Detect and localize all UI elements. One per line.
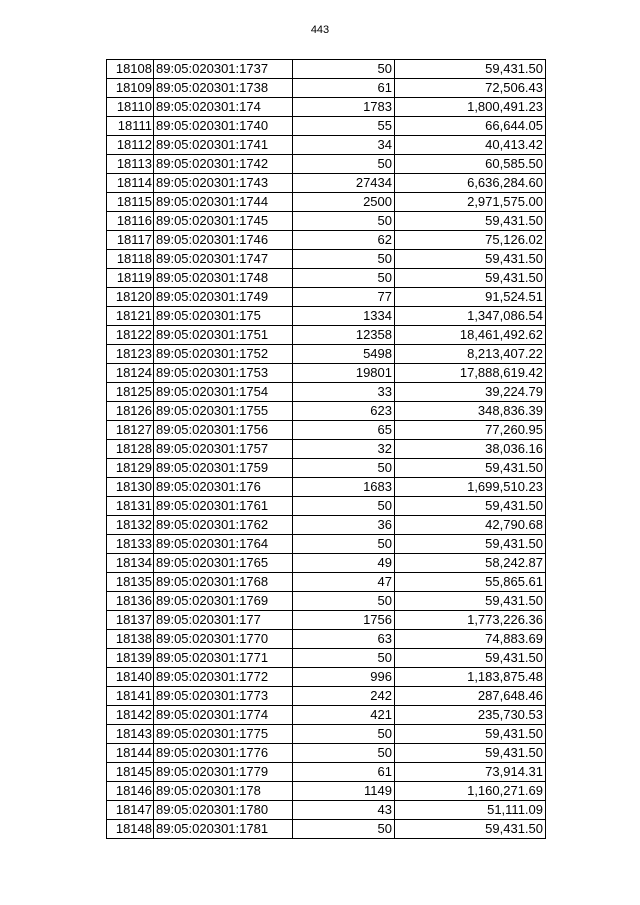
table-row [107, 212, 546, 231]
table-row [107, 668, 546, 687]
table-row [107, 250, 546, 269]
cell-row-id: 18125 [107, 383, 154, 402]
cell-area: 50 [293, 497, 395, 516]
cell-value: 40,413.42 [395, 136, 546, 155]
cell-area: 1334 [293, 307, 395, 326]
cell-area: 34 [293, 136, 395, 155]
cell-cadastral-code: 89:05:020301:1749 [154, 288, 293, 307]
cell-area: 421 [293, 706, 395, 725]
cell-area: 50 [293, 269, 395, 288]
cell-cadastral-code: 89:05:020301:1780 [154, 801, 293, 820]
table-row [107, 98, 546, 117]
cell-area: 2500 [293, 193, 395, 212]
cell-area: 50 [293, 744, 395, 763]
cell-area: 49 [293, 554, 395, 573]
cell-area: 1756 [293, 611, 395, 630]
cell-area: 43 [293, 801, 395, 820]
cell-value: 58,242.87 [395, 554, 546, 573]
cell-value: 60,585.50 [395, 155, 546, 174]
cell-cadastral-code: 89:05:020301:1771 [154, 649, 293, 668]
cell-value: 8,213,407.22 [395, 345, 546, 364]
cell-cadastral-code: 89:05:020301:1743 [154, 174, 293, 193]
cell-cadastral-code: 89:05:020301:1772 [154, 668, 293, 687]
cell-area: 19801 [293, 364, 395, 383]
cell-value: 1,699,510.23 [395, 478, 546, 497]
cell-area: 1683 [293, 478, 395, 497]
cell-row-id: 18113 [107, 155, 154, 174]
cell-area: 50 [293, 725, 395, 744]
cell-row-id: 18127 [107, 421, 154, 440]
cell-value: 6,636,284.60 [395, 174, 546, 193]
cell-row-id: 18119 [107, 269, 154, 288]
cell-value: 42,790.68 [395, 516, 546, 535]
table-row [107, 307, 546, 326]
cell-cadastral-code: 89:05:020301:1747 [154, 250, 293, 269]
cell-cadastral-code: 89:05:020301:1764 [154, 535, 293, 554]
cell-area: 12358 [293, 326, 395, 345]
table-row [107, 60, 546, 79]
cell-row-id: 18117 [107, 231, 154, 250]
cell-area: 50 [293, 459, 395, 478]
table-row [107, 421, 546, 440]
cell-value: 75,126.02 [395, 231, 546, 250]
table-row [107, 345, 546, 364]
cell-cadastral-code: 89:05:020301:1774 [154, 706, 293, 725]
cell-cadastral-code: 89:05:020301:175 [154, 307, 293, 326]
cell-row-id: 18129 [107, 459, 154, 478]
cell-row-id: 18141 [107, 687, 154, 706]
cell-value: 17,888,619.42 [395, 364, 546, 383]
cell-value: 59,431.50 [395, 60, 546, 79]
cell-row-id: 18124 [107, 364, 154, 383]
cell-row-id: 18133 [107, 535, 154, 554]
table-row [107, 193, 546, 212]
cell-cadastral-code: 89:05:020301:1779 [154, 763, 293, 782]
cell-cadastral-code: 89:05:020301:1751 [154, 326, 293, 345]
cell-cadastral-code: 89:05:020301:178 [154, 782, 293, 801]
table-row [107, 326, 546, 345]
cell-row-id: 18122 [107, 326, 154, 345]
cell-area: 47 [293, 573, 395, 592]
table-row [107, 611, 546, 630]
cell-row-id: 18148 [107, 820, 154, 839]
cell-value: 59,431.50 [395, 269, 546, 288]
cell-cadastral-code: 89:05:020301:1755 [154, 402, 293, 421]
cell-cadastral-code: 89:05:020301:1773 [154, 687, 293, 706]
cell-cadastral-code: 89:05:020301:1738 [154, 79, 293, 98]
cell-cadastral-code: 89:05:020301:1776 [154, 744, 293, 763]
table-row [107, 79, 546, 98]
cell-value: 59,431.50 [395, 744, 546, 763]
table-row [107, 478, 546, 497]
cell-area: 996 [293, 668, 395, 687]
table-row [107, 155, 546, 174]
cell-value: 59,431.50 [395, 535, 546, 554]
cell-cadastral-code: 89:05:020301:174 [154, 98, 293, 117]
cell-area: 61 [293, 763, 395, 782]
cell-area: 32 [293, 440, 395, 459]
cell-area: 33 [293, 383, 395, 402]
cell-cadastral-code: 89:05:020301:1770 [154, 630, 293, 649]
table-row [107, 573, 546, 592]
cell-row-id: 18114 [107, 174, 154, 193]
cell-value: 51,111.09 [395, 801, 546, 820]
cell-row-id: 18112 [107, 136, 154, 155]
cell-row-id: 18126 [107, 402, 154, 421]
cell-row-id: 18135 [107, 573, 154, 592]
cell-cadastral-code: 89:05:020301:1757 [154, 440, 293, 459]
cell-row-id: 18116 [107, 212, 154, 231]
cell-value: 2,971,575.00 [395, 193, 546, 212]
cell-cadastral-code: 89:05:020301:1756 [154, 421, 293, 440]
table-row [107, 725, 546, 744]
cell-area: 623 [293, 402, 395, 421]
cell-area: 36 [293, 516, 395, 535]
cell-row-id: 18134 [107, 554, 154, 573]
cell-row-id: 18138 [107, 630, 154, 649]
cell-area: 242 [293, 687, 395, 706]
cell-row-id: 18145 [107, 763, 154, 782]
cell-value: 38,036.16 [395, 440, 546, 459]
table-row [107, 117, 546, 136]
table-row [107, 706, 546, 725]
table-row [107, 820, 546, 839]
cell-row-id: 18118 [107, 250, 154, 269]
data-table [106, 59, 546, 839]
cell-row-id: 18147 [107, 801, 154, 820]
table-row [107, 782, 546, 801]
cell-row-id: 18136 [107, 592, 154, 611]
cell-area: 63 [293, 630, 395, 649]
cell-row-id: 18130 [107, 478, 154, 497]
cell-value: 1,773,226.36 [395, 611, 546, 630]
table-row [107, 535, 546, 554]
cell-row-id: 18139 [107, 649, 154, 668]
cell-area: 50 [293, 649, 395, 668]
cell-area: 50 [293, 60, 395, 79]
table-row [107, 744, 546, 763]
cell-row-id: 18123 [107, 345, 154, 364]
cell-row-id: 18120 [107, 288, 154, 307]
cell-row-id: 18144 [107, 744, 154, 763]
cell-value: 1,800,491.23 [395, 98, 546, 117]
cell-row-id: 18110 [107, 98, 154, 117]
cell-value: 287,648.46 [395, 687, 546, 706]
table-row [107, 136, 546, 155]
cell-row-id: 18111 [107, 117, 154, 136]
cell-row-id: 18143 [107, 725, 154, 744]
cell-value: 1,160,271.69 [395, 782, 546, 801]
cell-row-id: 18128 [107, 440, 154, 459]
cell-row-id: 18137 [107, 611, 154, 630]
cell-cadastral-code: 89:05:020301:1765 [154, 554, 293, 573]
cell-row-id: 18146 [107, 782, 154, 801]
cell-cadastral-code: 89:05:020301:1769 [154, 592, 293, 611]
table-row [107, 288, 546, 307]
cell-value: 59,431.50 [395, 459, 546, 478]
cell-row-id: 18115 [107, 193, 154, 212]
cell-area: 50 [293, 212, 395, 231]
cell-value: 59,431.50 [395, 820, 546, 839]
cell-area: 50 [293, 820, 395, 839]
table-row [107, 592, 546, 611]
cell-value: 91,524.51 [395, 288, 546, 307]
cell-row-id: 18108 [107, 60, 154, 79]
cell-area: 5498 [293, 345, 395, 364]
table-row [107, 763, 546, 782]
cell-value: 66,644.05 [395, 117, 546, 136]
cell-area: 1149 [293, 782, 395, 801]
cell-value: 59,431.50 [395, 212, 546, 231]
cell-value: 73,914.31 [395, 763, 546, 782]
table-row [107, 402, 546, 421]
cell-value: 55,865.61 [395, 573, 546, 592]
cell-cadastral-code: 89:05:020301:1744 [154, 193, 293, 212]
table-row [107, 383, 546, 402]
cell-cadastral-code: 89:05:020301:1781 [154, 820, 293, 839]
cell-row-id: 18140 [107, 668, 154, 687]
cell-cadastral-code: 89:05:020301:1742 [154, 155, 293, 174]
table-body [107, 60, 546, 839]
cell-value: 72,506.43 [395, 79, 546, 98]
cell-value: 59,431.50 [395, 497, 546, 516]
cell-cadastral-code: 89:05:020301:1761 [154, 497, 293, 516]
table-row [107, 516, 546, 535]
table-row [107, 174, 546, 193]
cell-cadastral-code: 89:05:020301:1762 [154, 516, 293, 535]
cell-cadastral-code: 89:05:020301:1746 [154, 231, 293, 250]
cell-value: 235,730.53 [395, 706, 546, 725]
cell-area: 1783 [293, 98, 395, 117]
cell-value: 39,224.79 [395, 383, 546, 402]
cell-cadastral-code: 89:05:020301:1745 [154, 212, 293, 231]
cell-cadastral-code: 89:05:020301:177 [154, 611, 293, 630]
cell-cadastral-code: 89:05:020301:1740 [154, 117, 293, 136]
cell-cadastral-code: 89:05:020301:1754 [154, 383, 293, 402]
cell-cadastral-code: 89:05:020301:1759 [154, 459, 293, 478]
cell-value: 59,431.50 [395, 725, 546, 744]
table-row [107, 269, 546, 288]
cell-area: 50 [293, 535, 395, 554]
cell-value: 77,260.95 [395, 421, 546, 440]
cell-value: 1,347,086.54 [395, 307, 546, 326]
cell-area: 77 [293, 288, 395, 307]
cell-area: 50 [293, 250, 395, 269]
cell-value: 18,461,492.62 [395, 326, 546, 345]
table-row [107, 630, 546, 649]
cell-row-id: 18109 [107, 79, 154, 98]
table-row [107, 459, 546, 478]
page-number: 443 [310, 24, 330, 36]
table-row [107, 649, 546, 668]
cell-cadastral-code: 89:05:020301:1752 [154, 345, 293, 364]
cell-value: 59,431.50 [395, 250, 546, 269]
cell-area: 62 [293, 231, 395, 250]
cell-value: 348,836.39 [395, 402, 546, 421]
cell-row-id: 18132 [107, 516, 154, 535]
cell-value: 59,431.50 [395, 649, 546, 668]
cell-value: 1,183,875.48 [395, 668, 546, 687]
cell-row-id: 18121 [107, 307, 154, 326]
cell-cadastral-code: 89:05:020301:1737 [154, 60, 293, 79]
cell-area: 65 [293, 421, 395, 440]
table-row [107, 440, 546, 459]
cell-area: 50 [293, 155, 395, 174]
cell-cadastral-code: 89:05:020301:176 [154, 478, 293, 497]
cell-area: 55 [293, 117, 395, 136]
cell-cadastral-code: 89:05:020301:1753 [154, 364, 293, 383]
cell-row-id: 18142 [107, 706, 154, 725]
cell-cadastral-code: 89:05:020301:1775 [154, 725, 293, 744]
table-row [107, 554, 546, 573]
cell-cadastral-code: 89:05:020301:1768 [154, 573, 293, 592]
cell-cadastral-code: 89:05:020301:1748 [154, 269, 293, 288]
cell-area: 27434 [293, 174, 395, 193]
cell-cadastral-code: 89:05:020301:1741 [154, 136, 293, 155]
table-row [107, 231, 546, 250]
table-row [107, 801, 546, 820]
table-row [107, 687, 546, 706]
cell-value: 59,431.50 [395, 592, 546, 611]
cell-row-id: 18131 [107, 497, 154, 516]
table-row [107, 497, 546, 516]
table-row [107, 364, 546, 383]
cell-area: 50 [293, 592, 395, 611]
cell-value: 74,883.69 [395, 630, 546, 649]
cell-area: 61 [293, 79, 395, 98]
